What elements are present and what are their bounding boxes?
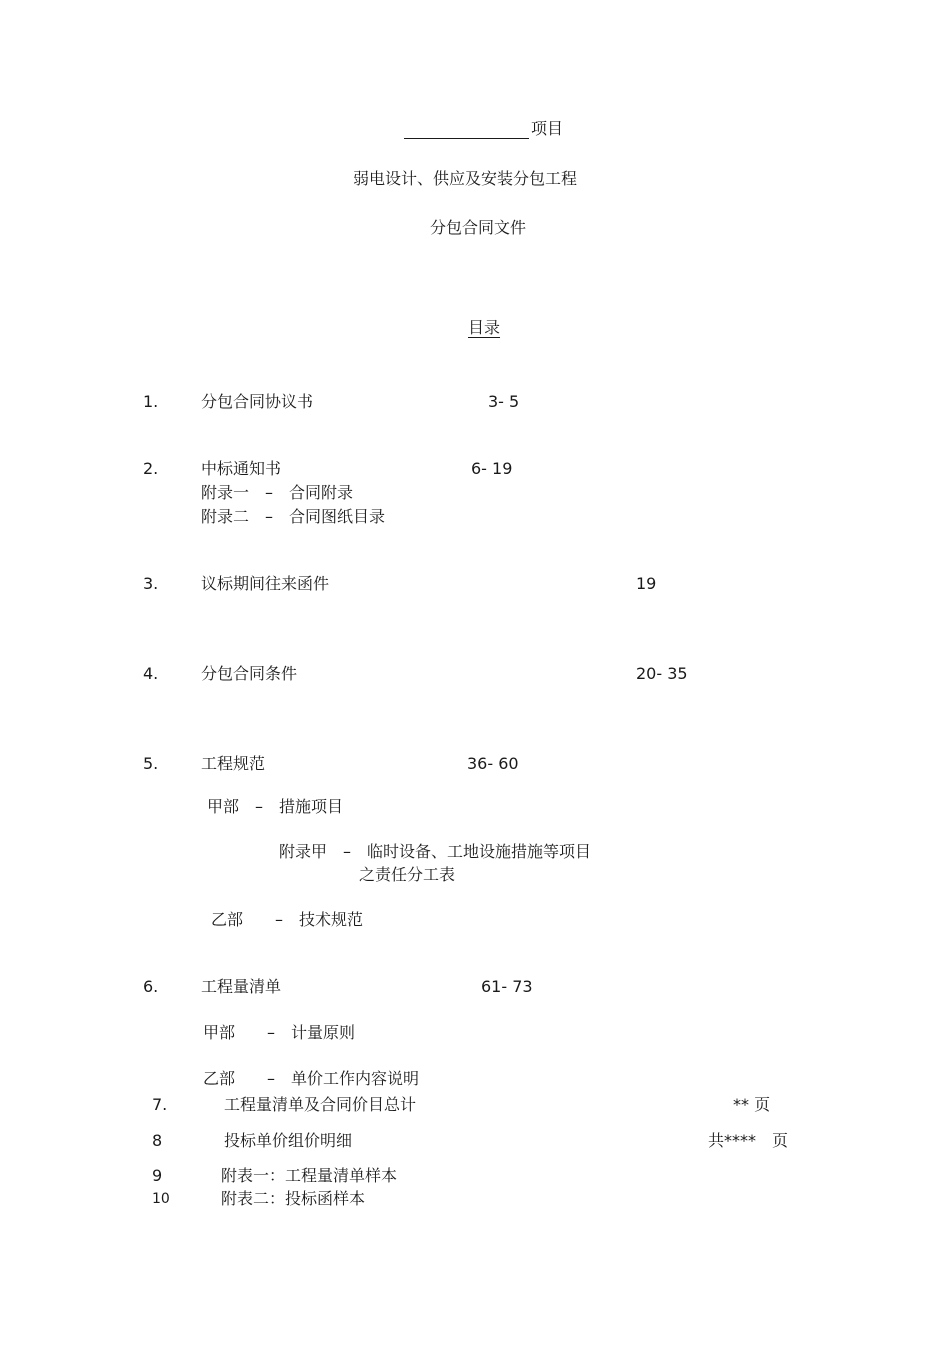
- toc-item-pages: 61- 73: [481, 977, 533, 996]
- document-subtitle: 弱电设计、供应及安装分包工程: [353, 169, 578, 188]
- toc-item-title: 附表二：投标函样本: [221, 1189, 366, 1208]
- toc-subitem: 附录二 – 合同图纸目录: [201, 507, 386, 526]
- toc-item-title: 分包合同协议书: [201, 392, 314, 411]
- toc-subitem: 附录一 – 合同附录: [201, 483, 354, 502]
- toc-item-number: 5.: [143, 754, 159, 773]
- toc-item-number: 9: [152, 1166, 163, 1185]
- toc-subitem: 乙部 – 技术规范: [211, 910, 364, 929]
- toc-item-number: 10: [152, 1191, 170, 1207]
- toc-item-pages: 19: [636, 574, 657, 593]
- toc-item-number: 4.: [143, 664, 159, 683]
- toc-item-number: 3.: [143, 574, 159, 593]
- toc-item-number: 7.: [152, 1095, 168, 1114]
- toc-item-title: 工程规范: [201, 754, 266, 773]
- toc-item-title: 议标期间往来函件: [201, 574, 330, 593]
- toc-subitem: 乙部 – 单价工作内容说明: [203, 1069, 420, 1088]
- toc-subitem-continued: 之责任分工表: [359, 865, 456, 884]
- toc-item-number: 8: [152, 1131, 163, 1150]
- toc-subitem: 甲部 – 措施项目: [207, 797, 344, 816]
- toc-subitem: 甲部 – 计量原则: [203, 1023, 356, 1042]
- toc-item-pages: 3- 5: [488, 392, 520, 411]
- toc-item-title: 附表一：工程量清单样本: [221, 1166, 398, 1185]
- toc-item-number: 6.: [143, 977, 159, 996]
- toc-item-title: 工程量清单及合同价目总计: [224, 1095, 417, 1114]
- toc-item-pages: 6- 19: [471, 459, 513, 478]
- toc-heading: 目录: [468, 318, 501, 337]
- toc-item-title: 投标单价组价明细: [224, 1131, 353, 1150]
- toc-item-title: 中标通知书: [201, 459, 282, 478]
- project-suffix: 项目: [531, 119, 564, 138]
- toc-item-pages: 36- 60: [467, 754, 519, 773]
- project-name-blank: [404, 122, 529, 139]
- toc-item-number: 2.: [143, 459, 159, 478]
- document-title: 分包合同文件: [430, 218, 527, 237]
- toc-item-pages: 20- 35: [636, 664, 688, 683]
- toc-item-title: 工程量清单: [201, 977, 282, 996]
- toc-item-pages: ** 页: [733, 1095, 771, 1114]
- toc-item-number: 1.: [143, 392, 159, 411]
- toc-subitem: 附录甲 – 临时设备、工地设施措施等项目: [279, 842, 592, 861]
- toc-item-pages: 共**** 页: [708, 1131, 789, 1150]
- project-title-line: [404, 119, 563, 139]
- toc-item-title: 分包合同条件: [201, 664, 298, 683]
